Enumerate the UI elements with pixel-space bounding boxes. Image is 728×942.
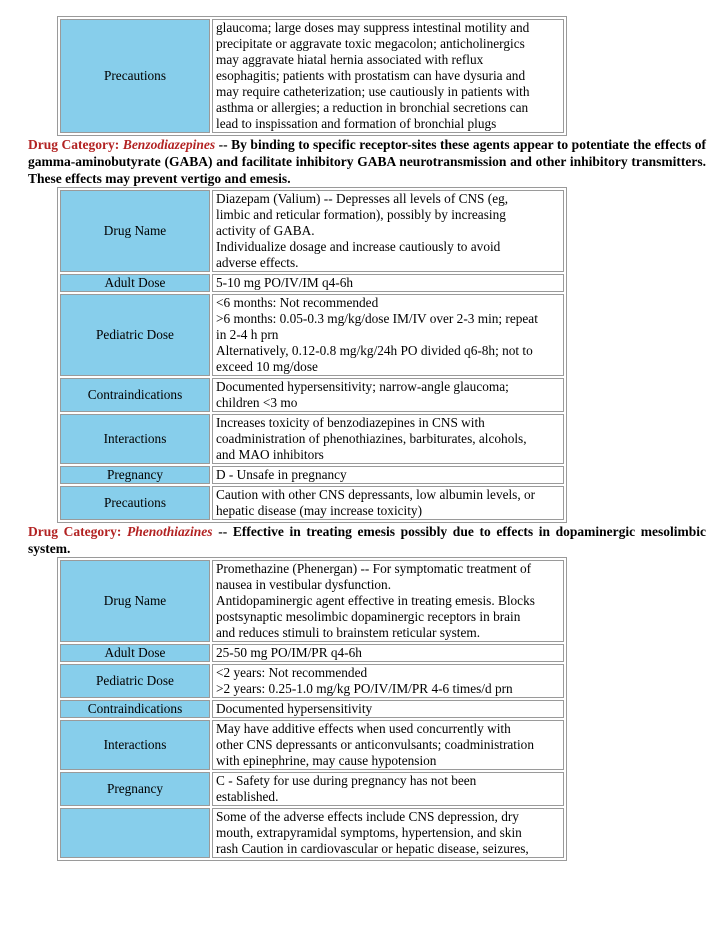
row-value (212, 644, 564, 662)
value-line: 5-10 mg PO/IV/IM q4-6h (216, 275, 354, 290)
value-line: >6 months: 0.05-0.3 mg/kg/dose IM/IV over 2-3 min; repeat (216, 311, 538, 326)
row-value (212, 486, 564, 520)
category-description: -- By binding to specific receptor-sites these agents appear to potentiate the effects of gamma-aminobutyrate (GABA) and facilitate inhibitory GABA neurotransmission and other inhibitory transmitters. These effects may prevent vertigo and emesis. (28, 137, 706, 186)
row-label: Drug Name (60, 190, 210, 272)
table-row (60, 772, 564, 806)
row-label: Pediatric Dose (60, 664, 210, 698)
value-line: <6 months: Not recommended (216, 295, 379, 310)
value-line: limbic and reticular formation), possibly by increasing (216, 207, 506, 222)
value-line: D - Unsafe in pregnancy (216, 467, 347, 482)
document-page (28, 0, 706, 861)
row-value (212, 772, 564, 806)
row-value (212, 414, 564, 464)
value-line: May have additive effects when used concurrently with (216, 721, 511, 736)
value-line: glaucoma; large doses may suppress intestinal motility and (216, 20, 530, 35)
row-label: Adult Dose (60, 274, 210, 292)
category-heading: Drug Category: (28, 137, 120, 152)
category-description: -- Effective in treating emesis possibly due to effects in dopaminergic mesolimbic system. (28, 524, 707, 556)
row-value (212, 808, 564, 858)
value-line: esophagitis; patients with prostatism can have dysuria and (216, 68, 526, 83)
category-heading: Drug Category: (28, 524, 122, 539)
row-label: Precautions (60, 19, 210, 133)
drug-table-benzodiazepines (57, 187, 567, 523)
value-line: Promethazine (Phenergan) -- For symptomatic treatment of (216, 561, 532, 576)
table-row (60, 378, 564, 412)
value-line: Alternatively, 0.12-0.8 mg/kg/24h PO divided q6-8h; not to (216, 343, 533, 358)
table-row (60, 720, 564, 770)
category-name: Phenothiazines (127, 524, 213, 539)
value-line: C - Safety for use during pregnancy has not been (216, 773, 477, 788)
table-row (60, 808, 564, 858)
value-line: children <3 mo (216, 395, 298, 410)
value-line: activity of GABA. (216, 223, 315, 238)
value-line: asthma or allergies; a reduction in bronchial secretions can (216, 100, 529, 115)
table-row (60, 644, 564, 662)
value-line: coadministration of phenothiazines, barbiturates, alcohols, (216, 431, 527, 446)
table-row (60, 700, 564, 718)
value-line: precipitate or aggravate toxic megacolon; anticholinergics (216, 36, 525, 51)
row-label: Pediatric Dose (60, 294, 210, 376)
value-line: may aggravate hiatal hernia associated with reflux (216, 52, 484, 67)
value-line: nausea in vestibular dysfunction. (216, 577, 392, 592)
value-line: >2 years: 0.25-1.0 mg/kg PO/IV/IM/PR 4-6 times/d prn (216, 681, 513, 696)
table-row (60, 486, 564, 520)
value-line: Documented hypersensitivity; narrow-angle glaucoma; (216, 379, 509, 394)
value-line: with epinephrine, may cause hypotension (216, 753, 437, 768)
value-line: adverse effects. (216, 255, 299, 270)
value-line: exceed 10 mg/dose (216, 359, 318, 374)
value-line: Caution with other CNS depressants, low albumin levels, or (216, 487, 536, 502)
value-line: Increases toxicity of benzodiazepines in CNS with (216, 415, 485, 430)
row-label: Precautions (60, 486, 210, 520)
table-row (60, 560, 564, 642)
row-label: Contraindications (60, 378, 210, 412)
value-line: Some of the adverse effects include CNS depression, dry (216, 809, 519, 824)
value-line: hepatic disease (may increase toxicity) (216, 503, 423, 518)
row-value (212, 700, 564, 718)
row-value (212, 19, 564, 133)
value-line: mouth, extrapyramidal symptoms, hypertension, and skin (216, 825, 522, 840)
drug-table-phenothiazines (57, 557, 567, 861)
row-label: Drug Name (60, 560, 210, 642)
value-line: established. (216, 789, 279, 804)
value-line: Diazepam (Valium) -- Depresses all levels of CNS (eg, (216, 191, 509, 206)
value-line: Documented hypersensitivity (216, 701, 373, 716)
value-line: and reduces stimuli to brainstem reticular system. (216, 625, 481, 640)
table-row (60, 466, 564, 484)
value-line: and MAO inhibitors (216, 447, 324, 462)
value-line: rash Caution in cardiovascular or hepatic disease, seizures, (216, 841, 529, 856)
table-row (60, 274, 564, 292)
value-line: <2 years: Not recommended (216, 665, 368, 680)
table-row (60, 19, 564, 133)
value-line: Individualize dosage and increase cautiously to avoid (216, 239, 501, 254)
value-line: postsynaptic mesolimbic dopaminergic receptors in brain (216, 609, 521, 624)
value-line: in 2-4 h prn (216, 327, 279, 342)
value-line: may require catheterization; use cautiously in patients with (216, 84, 530, 99)
value-line: other CNS depressants or anticonvulsants; coadministration (216, 737, 534, 752)
drug-category-phenothiazines (28, 523, 706, 557)
table-row (60, 190, 564, 272)
table-row (60, 294, 564, 376)
row-label: Interactions (60, 414, 210, 464)
row-value (212, 664, 564, 698)
row-value (212, 294, 564, 376)
row-value (212, 560, 564, 642)
table-row (60, 414, 564, 464)
row-label (60, 808, 210, 858)
table-row (60, 664, 564, 698)
value-line: 25-50 mg PO/IM/PR q4-6h (216, 645, 362, 660)
row-label: Pregnancy (60, 772, 210, 806)
row-label: Adult Dose (60, 644, 210, 662)
value-line: lead to inspissation and formation of bronchial plugs (216, 116, 497, 131)
row-value (212, 378, 564, 412)
row-value (212, 274, 564, 292)
row-value (212, 190, 564, 272)
row-value (212, 466, 564, 484)
value-line: Antidopaminergic agent effective in treating emesis. Blocks (216, 593, 535, 608)
drug-table-anticholinergic (57, 16, 567, 136)
row-label: Contraindications (60, 700, 210, 718)
row-label: Interactions (60, 720, 210, 770)
row-value (212, 720, 564, 770)
row-label: Pregnancy (60, 466, 210, 484)
category-name: Benzodiazepines (122, 137, 216, 152)
drug-category-benzodiazepines (28, 136, 706, 187)
